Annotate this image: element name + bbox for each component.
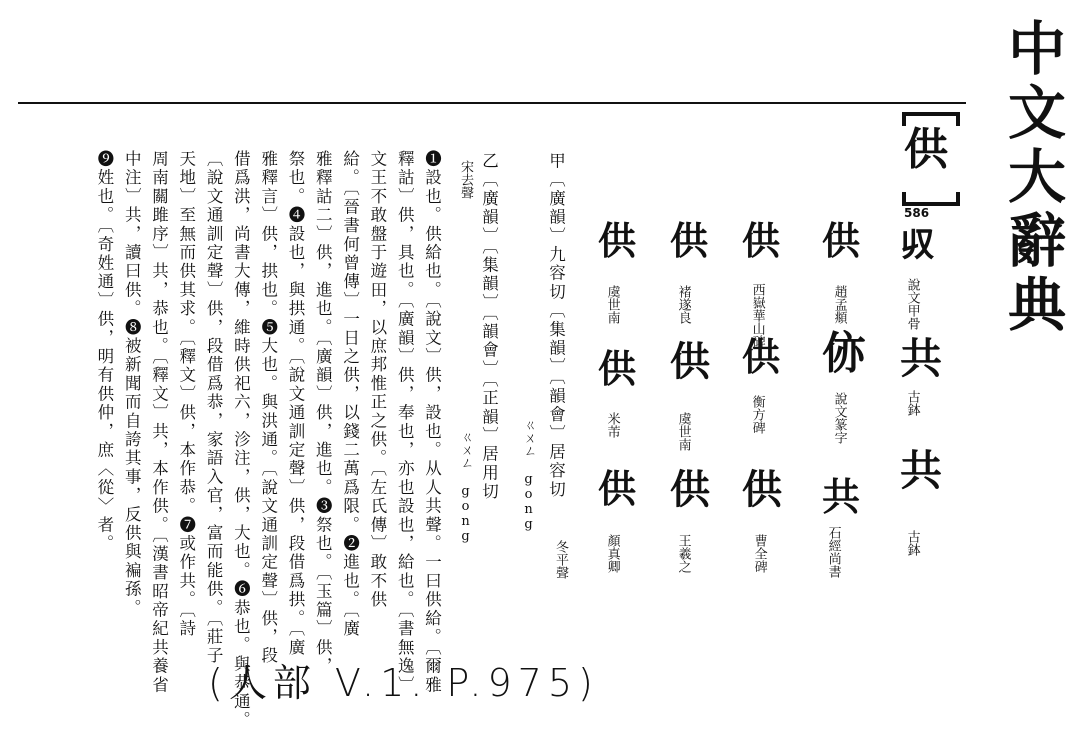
pron-jia: 甲〔廣韻〕九容切〔集韻〕〔韻會〕居容切 (546, 152, 566, 500)
entry-number: 586 (904, 206, 930, 220)
definition-column: 雅釋詁二〕供，進也。〔廣韻〕供，進也。❸祭也。〔玉篇〕供， (313, 150, 333, 676)
form-caption: 米芾 (604, 412, 620, 438)
definition-column: ❾姓也。〔奇姓通〕供，明有供仲，庶〈從〉者。 (94, 150, 114, 554)
form-glyph: 供 (742, 218, 781, 263)
definition-column: 中注〕共，讀曰供。❽被新聞而自誇其事，反供與褊孫。 (122, 150, 142, 618)
dictionary-title: 中文大辭典 (998, 18, 1066, 338)
pron-yi-phonetic: ㄍㄨㄥ gong (458, 430, 473, 544)
form-glyph: 供 (742, 466, 782, 513)
form-caption: 古鉢 (904, 530, 920, 556)
pron-yi-tone: 宋去聲 (458, 160, 473, 199)
form-glyph: 㑊 (822, 328, 866, 379)
form-glyph: 供 (598, 466, 637, 511)
definition-column: 雅釋言〕供，拱也。❺大也。與洪通。〔說文通訓定聲〕供，段 (258, 150, 278, 666)
definition-column: 天地〕至無而供其求。〔釋文〕供，本作恭。❼或作共。〔詩 (176, 150, 196, 639)
definition-column: 給。〔晉書何曾傳〕一日之供，以錢二萬爲限。❷進也。〔廣 (340, 150, 360, 639)
headword: 供 (904, 124, 948, 175)
form-glyph: 供 (670, 466, 710, 513)
form-glyph: 供 (598, 218, 637, 263)
form-caption: 虞世南 (675, 412, 691, 451)
form-glyph: 共 (900, 446, 943, 495)
form-caption: 曹全碑 (751, 534, 767, 573)
form-caption: 古鉢 (904, 390, 920, 416)
form-glyph: 𠬞 (900, 225, 934, 265)
form-caption: 說文甲骨 (904, 278, 920, 330)
definition-column: 祭也。❹設也，與拱通。〔說文通訓定聲〕供，段借爲拱。〔廣 (286, 150, 305, 658)
form-glyph: 共 (822, 474, 861, 519)
form-glyph: 供 (598, 346, 637, 391)
top-rule (18, 102, 966, 104)
definition-column: 借爲洪，尚書大傳，維時供祀六，沴注，供，大也。❻恭也。與恭通。 (231, 150, 251, 730)
form-caption: 虞世南 (604, 285, 620, 324)
form-caption: 趙孟頫 (831, 285, 847, 324)
form-caption: 西嶽華山碑 (749, 283, 765, 348)
headword-box (900, 112, 954, 206)
form-glyph: 共 (900, 334, 943, 383)
pron-yi: 乙〔廣韻〕〔集韻〕〔韻會〕〔正韻〕居用切 (479, 152, 499, 502)
bracket-bottom (902, 192, 960, 206)
form-caption: 褚遂良 (675, 285, 691, 324)
pron-jia-tone: 冬平聲 (553, 540, 568, 579)
form-caption: 顏真卿 (604, 534, 620, 573)
form-glyph: 供 (670, 218, 709, 263)
definition-column: 釋詁〕供，具也。〔廣韻〕供，奉也，亦也設也，給也。〔書無逸〕 (395, 150, 415, 695)
definition-column: 周南關雎序〕共，恭也。〔釋文〕共，本作供。〔漢書昭帝紀共養省 (149, 150, 169, 695)
handwritten-note: (人部 V.1. P.975) (208, 661, 599, 705)
form-glyph: 供 (742, 334, 781, 379)
form-caption: 王羲之 (675, 534, 691, 573)
definition-column: 文王不敢盤于遊田，以庶邦惟正之供。〔左氏傳〕敢不供 (367, 150, 387, 610)
pron-jia-phonetic: ㄍㄨㄥ gong (521, 418, 536, 532)
definition-column: ❶設也。供給也。〔說文〕供，設也。从人共聲。一曰供給。〔爾雅 (422, 150, 442, 695)
form-caption: 說文篆字 (831, 392, 847, 444)
definition-column: 〔說文通訓定聲〕供，段借爲恭，家語入官，富而能供。〔莊子 (204, 150, 224, 666)
form-glyph: 供 (822, 218, 861, 263)
form-caption: 衡方碑 (749, 395, 765, 434)
form-glyph: 供 (670, 338, 710, 385)
form-caption: 石經尚書 (825, 526, 841, 578)
